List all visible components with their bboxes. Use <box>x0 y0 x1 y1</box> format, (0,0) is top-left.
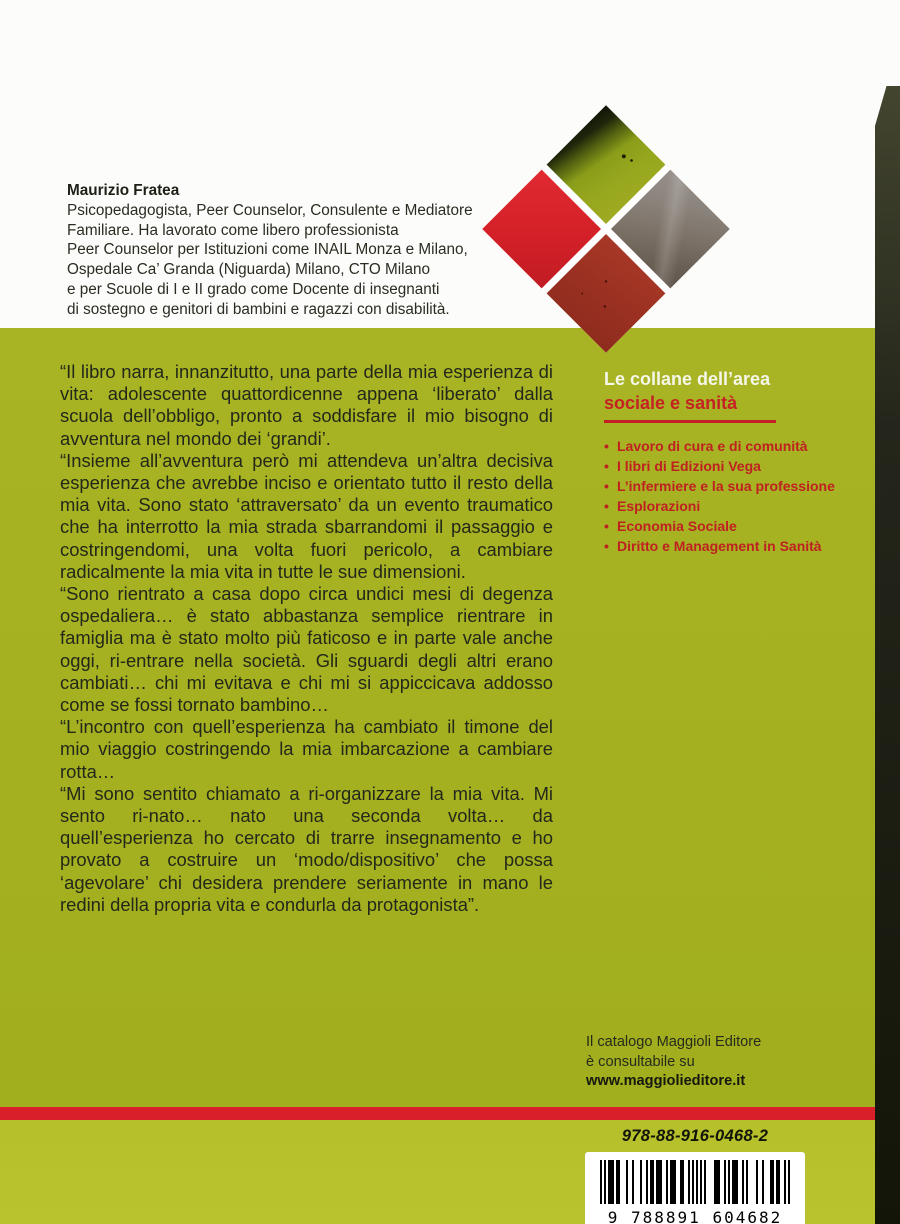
catalog-line: è consultabile su <box>586 1053 695 1070</box>
author-bio <box>67 181 512 320</box>
quote-paragraph: “Sono rientrato a casa dopo circa undici mesi di degenza ospedaliera… è stato abbastanza semplice rientrare in famiglia ma è stato molto più faticoso e in parte vale anche oggi, ri-entrare nella società. Gli sguardi degli altri erano cambiati… chi mi evitava e chi mi si appiccicava addosso come se fossi tornato bambino… <box>60 583 553 716</box>
collane-item-label: Lavoro di cura e di comunità <box>617 437 808 454</box>
quote-paragraph: “L’incontro con quell’esperienza ha cambiato il timone del mio viaggio costringendo la mia imbarcazione a cambiare rotta… <box>60 716 553 782</box>
collane-heading-line1: Le collane dell’area <box>604 369 771 389</box>
collane-item <box>604 456 860 476</box>
collane-heading-line2: sociale e sanità <box>604 393 738 413</box>
book-edge-shadow <box>875 86 900 1224</box>
accent-stripe <box>0 1107 900 1120</box>
website-url: www.maggiolieditore.it <box>586 1073 746 1090</box>
barcode-digits: 9 788891 604682 <box>607 1208 783 1224</box>
collane-item <box>604 436 860 456</box>
author-bio-line: Peer Counselor per Istituzioni come INAIL Monza e Milano, <box>67 241 468 259</box>
author-bio-line: Familiare. Ha lavorato come libero professionista <box>67 221 399 239</box>
barcode-box <box>585 1152 805 1224</box>
collane-rule <box>604 420 776 423</box>
quote-paragraph: “Insieme all’avventura però mi attendeva un’altra decisiva esperienza che avrebbe inciso e orientato tutto il resto della mia vita. Sono stato ‘attraversato’ da un evento traumatico che ha interrotto la mia strada sbarrandomi il passaggio e costringendomi, una volta fuori pericolo, a cambiare radicalmente la mia vita in tutte le sue dimensioni. <box>60 449 553 582</box>
bullet-icon: • <box>604 497 609 514</box>
bullet-icon: • <box>604 477 609 494</box>
bullet-icon: • <box>604 457 609 474</box>
author-name: Maurizio Fratea <box>67 182 180 199</box>
quote-paragraph: “Il libro narra, innanzitutto, una parte della mia esperienza di vita: adolescente quattordicenne appena ‘liberato’ dalla scuola dell’obbligo, pronto a soddisfare il mio bisogno di avventura nel mondo dei ‘grandi’. <box>60 361 553 449</box>
author-bio-line: e per Scuole di I e II grado come Docente di insegnanti <box>67 280 440 298</box>
isbn-number: 978-88-916-0468-2 <box>621 1127 769 1145</box>
quote-block <box>60 361 553 916</box>
bullet-icon: • <box>604 517 609 534</box>
barcode <box>600 1160 790 1204</box>
collane-item-label: I libri di Edizioni Vega <box>617 457 761 474</box>
bullet-icon: • <box>604 437 609 454</box>
collane-item <box>604 536 860 556</box>
collane-item-label: Esplorazioni <box>617 497 701 514</box>
author-bio-line: Ospedale Ca’ Granda (Niguarda) Milano, CTO Milano <box>67 261 431 279</box>
catalog-note <box>586 1033 761 1092</box>
collane-panel <box>604 367 860 556</box>
author-bio-line: Psicopedagogista, Peer Counselor, Consulente e Mediatore <box>67 201 473 219</box>
catalog-line: Il catalogo Maggioli Editore <box>586 1034 762 1050</box>
author-bio-line: di sostegno e genitori di bambini e ragazzi con disabilità. <box>67 300 450 318</box>
collane-item-label: Economia Sociale <box>617 517 737 534</box>
collane-item <box>604 496 860 516</box>
collane-item-label: Diritto e Management in Sanità <box>617 537 822 554</box>
collane-item <box>604 516 860 536</box>
collane-item <box>604 476 860 496</box>
quote-paragraph: “Mi sono sentito chiamato a ri-organizzare la mia vita. Mi sento ri-nato… nato una seconda volta… da quell’esperienza ho cercato di trarre insegnamento e ho provato a costruire un ‘modo/dispositivo’ che possa ‘agevolare’ chi desidera prendere seriamente in mano le redini della propria vita e condurla da protagonista”. <box>60 782 553 915</box>
diamond-artwork <box>482 105 729 352</box>
collane-item-label: L’infermiere e la sua professione <box>617 477 835 494</box>
bullet-icon: • <box>604 537 609 554</box>
